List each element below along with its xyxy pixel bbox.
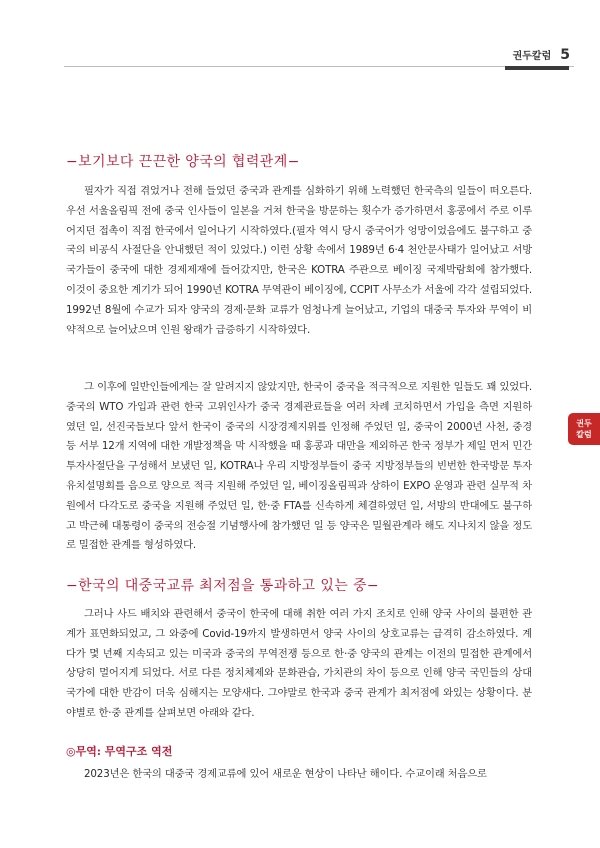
page-header [505,47,570,63]
body-paragraph: 2023년은 한국의 대중국 경제교류에 있어 새로운 현상이 나타난 해이다. 수교이래 처음으로 [84,768,487,780]
section-title-cooperation: −보기보다 끈끈한 양국의 협력관계− [66,154,300,170]
column-label: 권두칼럼 [512,51,552,62]
page-number: 5 [560,47,570,63]
header-divider [64,66,574,67]
subheading-trade: ◎무역: 무역구조 역전 [66,745,173,758]
body-paragraph: 필자가 직접 겪었거나 전해 들었던 중국과 관계를 심화하기 위해 노력했던 한국측의 일들이 떠오른다. 우선 서울올림픽 전에 중국 인사들이 일본을 거쳐 한국을 방문하는 횟수가 증가하면서 홍콩에서 주로 이루어지던 접촉이 직접 한국에서 일어나기 시작하였다.(필자 역시 당시 중국어가 엉망이었음에도 불구하고 중국의 비공식 사절단을 안내했던 적이 있었다.) 이런 상황 속에서 1989년 6·4 천안문사태가 일어났고 서방국가들이 중국에 대한 경제제재에 들어갔지만, 한국은 KOTRA 주관으로 베이징 국제박람회에 참가했다. 이것이 중요한 계기가 되어 1990년 KOTRA 무역관이 베이징에, CCPIT 사무소가 서울에 각각 설립되었다. 1992년 8월에 수교가 되자 양국의 경제·문화 교류가 엄청나게 늘어났고, 기업의 대중국 투자와 무역이 비약적으로 늘어났으며 인원 왕래가 급증하기 시작하였다. [66,185,532,336]
body-paragraph: 그 이후에 일반인들에게는 잘 알려지지 않았지만, 한국이 중국을 적극적으로 지원한 일들도 꽤 있었다. 중국의 WTO 가입과 관련 한국 고위인사가 중국 경제관료들을 여러 차례 코치하면서 가입을 측면 지원하였던 일, 선진국들보다 앞서 한국이 중국의 시장경제지위를 인정해 주었던 일, 중국이 2000년 사천, 중경 등 서부 12개 지역에 대한 개발정책을 막 시작했을 때 홍콩과 대만을 제외하곤 한국 정부가 제일 먼저 민간투자사절단을 구성해서 보냈던 일, KOTRA나 우리 지방정부들이 중국 지방정부들의 빈번한 한국방문 투자유치설명회를 음으로 양으로 적극 지원해 주었던 일, 베이징올림픽과 상하이 EXPO 운영과 관련 실무적 차원에서 다각도로 중국을 지원해 주었던 일, 한·중 FTA를 신속하게 체결하였던 일, 서방의 반대에도 불구하고 박근혜 대통령이 중국의 전승절 기념행사에 참가했던 일 등 양국은 밀월관계라 해도 지나치지 않을 정도로 밀접한 관계를 형성하였다. [66,381,532,552]
side-tab-line2: 칼럼 [576,430,592,439]
header-accent-bar [505,66,569,70]
side-tab-line1: 권두 [576,419,592,428]
side-section-tab[interactable] [568,413,600,445]
body-paragraph: 그러나 사드 배치와 관련해서 중국이 한국에 대해 취한 여러 가지 조치로 인해 양국 사이의 불편한 관계가 표면화되었고, 그 와중에 Covid-19까지 발생하면서 양국 사이의 상호교류는 급격히 감소하였다. 계다가 몇 년째 지속되고 있는 미국과 중국의 무역전쟁 등으로 한·중 양국의 관계는 이전의 밀접한 관계에서 상당히 멀어지게 되었다. 서로 다른 정치체제와 문화관습, 가치관의 차이 등으로 인해 양국 국민들의 상대 국가에 대한 반감이 더욱 심해지는 모양새다. 그야말로 한국과 중국 관계가 최저점에 와있는 상황이다. 분야별로 한·중 관계를 살펴보면 아래와 같다. [66,608,532,719]
section-title-low-point: −한국의 대중국교류 최저점을 통과하고 있는 중− [66,578,380,594]
